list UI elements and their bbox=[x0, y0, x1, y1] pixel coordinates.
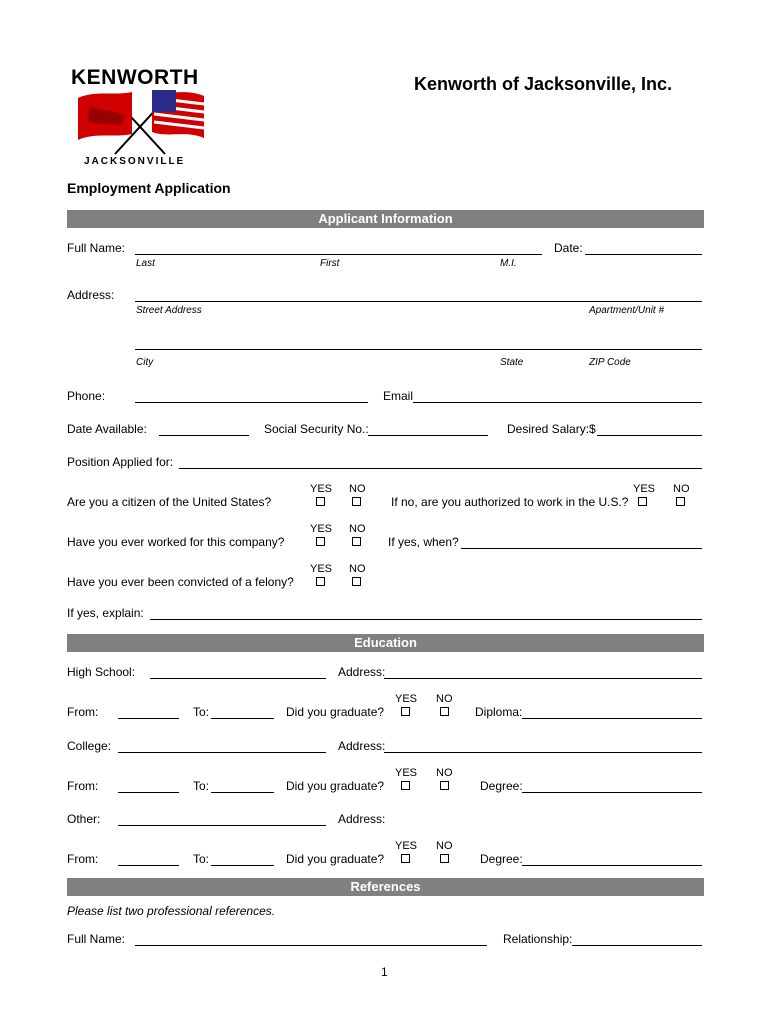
other-address-label: Address: bbox=[338, 812, 386, 826]
high-school-line[interactable] bbox=[150, 678, 326, 679]
crossed-flags-icon bbox=[70, 86, 210, 156]
ssn-line[interactable] bbox=[368, 435, 488, 436]
other-yes-label: YES bbox=[395, 840, 418, 852]
apartment-caption: Apartment/Unit # bbox=[589, 305, 665, 316]
other-no-checkbox[interactable] bbox=[440, 854, 449, 863]
hs-no-checkbox[interactable] bbox=[440, 707, 449, 716]
date-line[interactable] bbox=[585, 254, 702, 255]
worked-no-label: NO bbox=[349, 523, 366, 535]
hs-yes-label: YES bbox=[395, 693, 418, 705]
worked-no-checkbox[interactable] bbox=[352, 537, 361, 546]
felony-no-label: NO bbox=[349, 563, 366, 575]
first-caption: First bbox=[320, 258, 340, 269]
explain-label: If yes, explain: bbox=[67, 606, 144, 620]
authorized-yes-label: YES bbox=[633, 483, 656, 495]
other-no-label: NO bbox=[436, 840, 453, 852]
college-to-line[interactable] bbox=[211, 792, 274, 793]
hs-graduate-label: Did you graduate? bbox=[286, 705, 385, 719]
felony-no-checkbox[interactable] bbox=[352, 577, 361, 586]
when-line[interactable] bbox=[461, 548, 702, 549]
page-number: 1 bbox=[381, 965, 388, 979]
authorized-no-checkbox[interactable] bbox=[676, 497, 685, 506]
references-note: Please list two professional references. bbox=[67, 904, 276, 918]
college-degree-line[interactable] bbox=[522, 792, 702, 793]
hs-yes-checkbox[interactable] bbox=[401, 707, 410, 716]
date-label: Date: bbox=[554, 241, 583, 255]
relationship-label: Relationship: bbox=[503, 932, 573, 946]
citizen-question: Are you a citizen of the United States? bbox=[67, 495, 272, 509]
citizen-yes-label: YES bbox=[310, 483, 333, 495]
authorized-yes-checkbox[interactable] bbox=[638, 497, 647, 506]
logo-brand: KENWORTH bbox=[71, 66, 199, 89]
college-degree-label: Degree: bbox=[480, 779, 523, 793]
explain-line[interactable] bbox=[150, 619, 702, 620]
other-from-line[interactable] bbox=[118, 865, 179, 866]
email-line[interactable] bbox=[413, 402, 702, 403]
section-header-education: Education bbox=[67, 634, 704, 652]
diploma-label: Diploma: bbox=[475, 705, 523, 719]
high-school-label: High School: bbox=[67, 665, 136, 679]
phone-label: Phone: bbox=[67, 389, 106, 403]
worked-yes-checkbox[interactable] bbox=[316, 537, 325, 546]
college-to-label: To: bbox=[193, 779, 210, 793]
high-school-address-label: Address: bbox=[338, 665, 386, 679]
mi-caption: M.I. bbox=[500, 258, 517, 269]
email-label: Email bbox=[383, 389, 414, 403]
section-header-applicant: Applicant Information bbox=[67, 210, 704, 228]
felony-question: Have you ever been convicted of a felony? bbox=[67, 575, 294, 589]
other-graduate-label: Did you graduate? bbox=[286, 852, 385, 866]
citizen-no-label: NO bbox=[349, 483, 366, 495]
high-school-address-line[interactable] bbox=[384, 678, 702, 679]
college-no-checkbox[interactable] bbox=[440, 781, 449, 790]
salary-label: Desired Salary:$ bbox=[507, 422, 596, 436]
college-address-label: Address: bbox=[338, 739, 386, 753]
college-address-line[interactable] bbox=[384, 752, 702, 753]
city-caption: City bbox=[136, 357, 154, 368]
when-label: If yes, when? bbox=[388, 535, 459, 549]
reference-name-line[interactable] bbox=[135, 945, 487, 946]
salary-line[interactable] bbox=[597, 435, 702, 436]
full-name-line[interactable] bbox=[135, 254, 542, 255]
hs-from-label: From: bbox=[67, 705, 99, 719]
last-caption: Last bbox=[136, 258, 155, 269]
other-degree-line[interactable] bbox=[522, 865, 702, 866]
other-to-label: To: bbox=[193, 852, 210, 866]
date-available-label: Date Available: bbox=[67, 422, 147, 436]
relationship-line[interactable] bbox=[572, 945, 702, 946]
ssn-label: Social Security No.: bbox=[264, 422, 369, 436]
college-from-label: From: bbox=[67, 779, 99, 793]
company-name: Kenworth of Jacksonville, Inc. bbox=[414, 74, 673, 94]
citizen-yes-checkbox[interactable] bbox=[316, 497, 325, 506]
other-line[interactable] bbox=[118, 825, 326, 826]
other-yes-checkbox[interactable] bbox=[401, 854, 410, 863]
street-line[interactable] bbox=[135, 301, 702, 302]
phone-line[interactable] bbox=[135, 402, 368, 403]
authorized-question: If no, are you authorized to work in the U.S.? bbox=[391, 495, 629, 509]
college-yes-checkbox[interactable] bbox=[401, 781, 410, 790]
hs-from-line[interactable] bbox=[118, 718, 179, 719]
logo-city: JACKSONVILLE bbox=[84, 156, 186, 167]
other-from-label: From: bbox=[67, 852, 99, 866]
form-title: Employment Application bbox=[67, 180, 231, 196]
college-no-label: NO bbox=[436, 767, 453, 779]
other-degree-label: Degree: bbox=[480, 852, 523, 866]
other-label: Other: bbox=[67, 812, 101, 826]
position-line[interactable] bbox=[179, 468, 702, 469]
citizen-no-checkbox[interactable] bbox=[352, 497, 361, 506]
college-graduate-label: Did you graduate? bbox=[286, 779, 385, 793]
street-caption: Street Address bbox=[136, 305, 202, 316]
college-line[interactable] bbox=[118, 752, 326, 753]
state-caption: State bbox=[500, 357, 524, 368]
college-label: College: bbox=[67, 739, 112, 753]
diploma-line[interactable] bbox=[522, 718, 702, 719]
other-to-line[interactable] bbox=[211, 865, 274, 866]
company-logo bbox=[68, 66, 213, 170]
hs-to-line[interactable] bbox=[211, 718, 274, 719]
worked-yes-label: YES bbox=[310, 523, 333, 535]
felony-yes-label: YES bbox=[310, 563, 333, 575]
hs-to-label: To: bbox=[193, 705, 210, 719]
zip-caption: ZIP Code bbox=[589, 357, 631, 368]
authorized-no-label: NO bbox=[673, 483, 690, 495]
felony-yes-checkbox[interactable] bbox=[316, 577, 325, 586]
worked-question: Have you ever worked for this company? bbox=[67, 535, 285, 549]
hs-no-label: NO bbox=[436, 693, 453, 705]
college-yes-label: YES bbox=[395, 767, 418, 779]
reference-name-label: Full Name: bbox=[67, 932, 126, 946]
date-available-line[interactable] bbox=[159, 435, 249, 436]
city-line[interactable] bbox=[135, 349, 702, 350]
section-header-references: References bbox=[67, 878, 704, 896]
position-label: Position Applied for: bbox=[67, 455, 174, 469]
full-name-label: Full Name: bbox=[67, 241, 126, 255]
college-from-line[interactable] bbox=[118, 792, 179, 793]
address-label: Address: bbox=[67, 288, 115, 302]
